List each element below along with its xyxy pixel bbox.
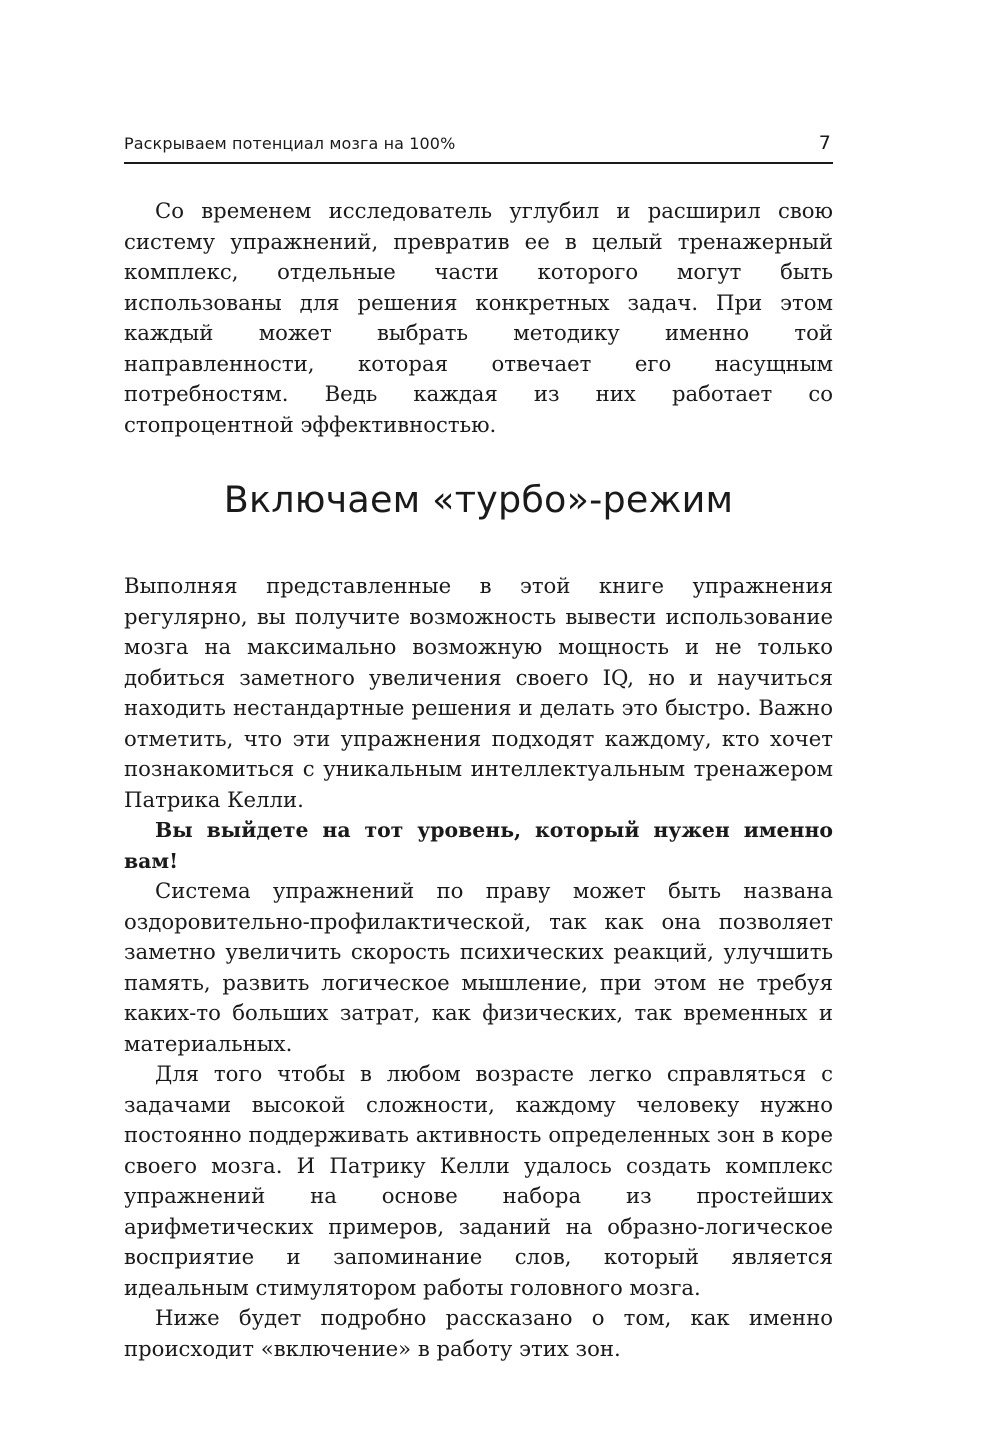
page-number: 7 (818, 132, 831, 154)
intro-paragraph: Со временем исследователь углубил и расширил свою систему упражнений, превратив ее в целый тренажерный комплекс, отдельные части которого могут быть использованы для решения конкретных задач. При этом каждый может выбрать методику именно той направленности, которая отвечает его насущным потребностям. Ведь каждая из них работает со стопроцентной эффективностью. (124, 198, 833, 437)
body-paragraph: Для того чтобы в любом возрасте легко справляться с задачами высокой сложности, каждому человеку нужно постоянно поддерживать активность определенных зон в коре своего мозга. И Патрику Келли удалось создать комплекс упражнений на основе набора из простейших арифметических примеров, заданий на образно-логическое восприятие и запоминание слов, который является идеальным стимулятором работы головного мозга. (124, 1061, 833, 1300)
intro-text (124, 196, 833, 440)
bold-callout: Вы выйдете на тот уровень, который нужен именно вам! (124, 818, 833, 873)
running-header-title: Раскрываем потенциал мозга на 100% (124, 134, 456, 153)
section-heading: Включаем «турбо»-режим (223, 478, 734, 521)
body-paragraph: Система упражнений по праву может быть названа оздоровительно-профилактической, так как она позволяет заметно увеличить скорость психических реакций, улучшить память, развить логическое мышление, при этом не требуя каких-то больших затрат, как физических, так временных и материальных. (124, 878, 833, 1056)
running-header (124, 130, 833, 164)
section-body (124, 571, 833, 1364)
body-paragraph: Ниже будет подробно рассказано о том, как именно происходит «включение» в работу этих зон. (124, 1305, 833, 1361)
body-paragraph: Выполняя представленные в этой книге упражнения регулярно, вы получите возможность вывести использование мозга на максимально возможную мощность и не только добиться заметного увеличения своего IQ, но и научиться находить нестандартные решения и делать это быстро. Важно отметить, что эти упражнения подходят каждому, кто хочет познакомиться с уникальным интеллектуальным тренажером Патрика Келли. (124, 573, 833, 812)
